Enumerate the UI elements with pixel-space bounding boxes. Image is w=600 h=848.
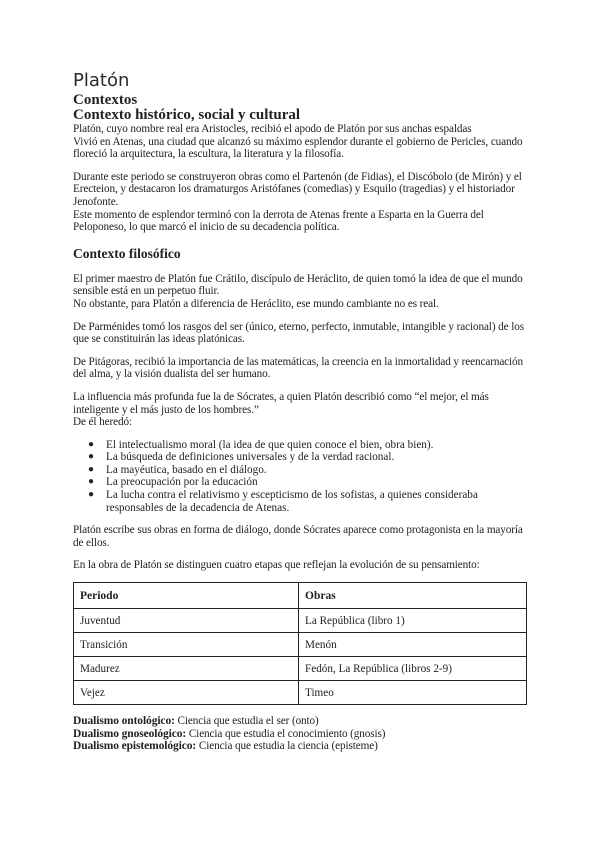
table-row xyxy=(74,633,527,657)
philosophical-p5: La influencia más profunda fue la de Sócrates, a quien Platón describió como “el mejor, el más inteligente y el más justo de los hombres.” xyxy=(73,390,489,416)
table-header-periodo: Periodo xyxy=(74,583,299,609)
philosophical-p1: El primer maestro de Platón fue Crátilo, discípulo de Heráclito, de quien tomó la idea de que el mundo sensible está en un perpetuo fluir. xyxy=(73,272,523,298)
historical-p3: Durante este periodo se construyeron obras como el Partenón (de Fidias), el Discóbolo (de Mirón) y el Erecteion, y destacaron los dramaturgos Aristófanes (comedias) y Esquilo (tragedias) y el historiador Jenofonte. xyxy=(73,170,522,208)
philosophical-p8: En la obra de Platón se distinguen cuatro etapas que reflejan la evolución de su pensamiento: xyxy=(73,559,480,572)
dualism-ontologico: Dualismo ontológico: Ciencia que estudia el ser (onto) xyxy=(73,715,319,728)
table-cell: Transición xyxy=(74,633,299,657)
philosophical-p7: Platón escribe sus obras en forma de diálogo, donde Sócrates aparece como protagonista en la mayoría de ellos. xyxy=(73,524,523,549)
dualisms-list xyxy=(73,715,533,753)
dualism-gnoseologico: Dualismo gnoseológico: Ciencia que estudia el conocimiento (gnosis) xyxy=(73,727,386,740)
bullet-icon: ● xyxy=(88,463,95,475)
document-title: Platón xyxy=(73,70,130,91)
table-cell: Timeo xyxy=(299,681,527,705)
bullet-icon: ● xyxy=(88,451,95,463)
table-cell: Madurez xyxy=(74,657,299,681)
list-item: ● La búsqueda de definiciones universales y de la verdad racional. xyxy=(88,451,395,464)
historical-p2: Vivió en Atenas, una ciudad que alcanzó su máximo esplendor durante el gobierno de Pericles, cuando floreció la arquitectura, la escultura, la literatura y la filosofía. xyxy=(73,135,523,161)
philosophical-p3: De Parménides tomó los rasgos del ser (único, eterno, perfecto, inmutable, intangible y racional) de los que se constituirán las ideas platónicas. xyxy=(73,320,524,346)
list-item: ● La lucha contra el relativismo y escepticismo de los sofistas, a quienes consideraba responsables de la decadencia de Atenas. xyxy=(88,489,478,514)
table-row xyxy=(74,657,527,681)
philosophical-heading: Contexto filosófico xyxy=(73,245,181,261)
table-cell: Fedón, La República (libros 2-9) xyxy=(299,657,527,681)
table-header-obras: Obras xyxy=(299,583,527,609)
philosophical-p2: No obstante, para Platón a diferencia de Heráclito, ese mundo cambiante no es real. xyxy=(73,297,439,310)
inheritance-list xyxy=(73,439,533,515)
historical-p1: Platón, cuyo nombre real era Aristocles, recibió el apodo de Platón por sus anchas espaldas xyxy=(73,123,472,135)
periods-table xyxy=(73,582,527,705)
section-title: Contextos xyxy=(73,92,138,108)
list-item: ● La preocupación por la educación xyxy=(88,476,258,489)
table-header-row xyxy=(74,583,527,609)
bullet-icon: ● xyxy=(88,489,95,501)
table-row xyxy=(74,681,527,705)
list-item: ● La mayéutica, basado en el diálogo. xyxy=(88,463,267,476)
table-cell: La República (libro 1) xyxy=(299,609,527,633)
list-item: ● El intelectualismo moral (la idea de que quien conoce el bien, obra bien). xyxy=(88,438,434,451)
philosophical-p4: De Pitágoras, recibió la importancia de las matemáticas, la creencia en la inmortalidad y reencarnación del alma, y la visión dualista del ser humano. xyxy=(73,355,524,381)
bullet-icon: ● xyxy=(88,438,95,450)
table-cell: Juventud xyxy=(74,609,299,633)
table-cell: Menón xyxy=(299,633,527,657)
table-row xyxy=(74,609,527,633)
document-content xyxy=(73,70,533,753)
table-cell: Vejez xyxy=(74,681,299,705)
historical-heading: Contexto histórico, social y cultural xyxy=(73,107,301,123)
historical-p4: Este momento de esplendor terminó con la derrota de Atenas frente a Esparta en la Guerra del Peloponeso, lo que marcó el inicio de su decadencia política. xyxy=(73,208,484,234)
philosophical-p6: De él heredó: xyxy=(73,416,132,429)
bullet-icon: ● xyxy=(88,476,95,488)
dualism-epistemologico: Dualismo epistemológico: Ciencia que estudia la ciencia (episteme) xyxy=(73,740,378,753)
